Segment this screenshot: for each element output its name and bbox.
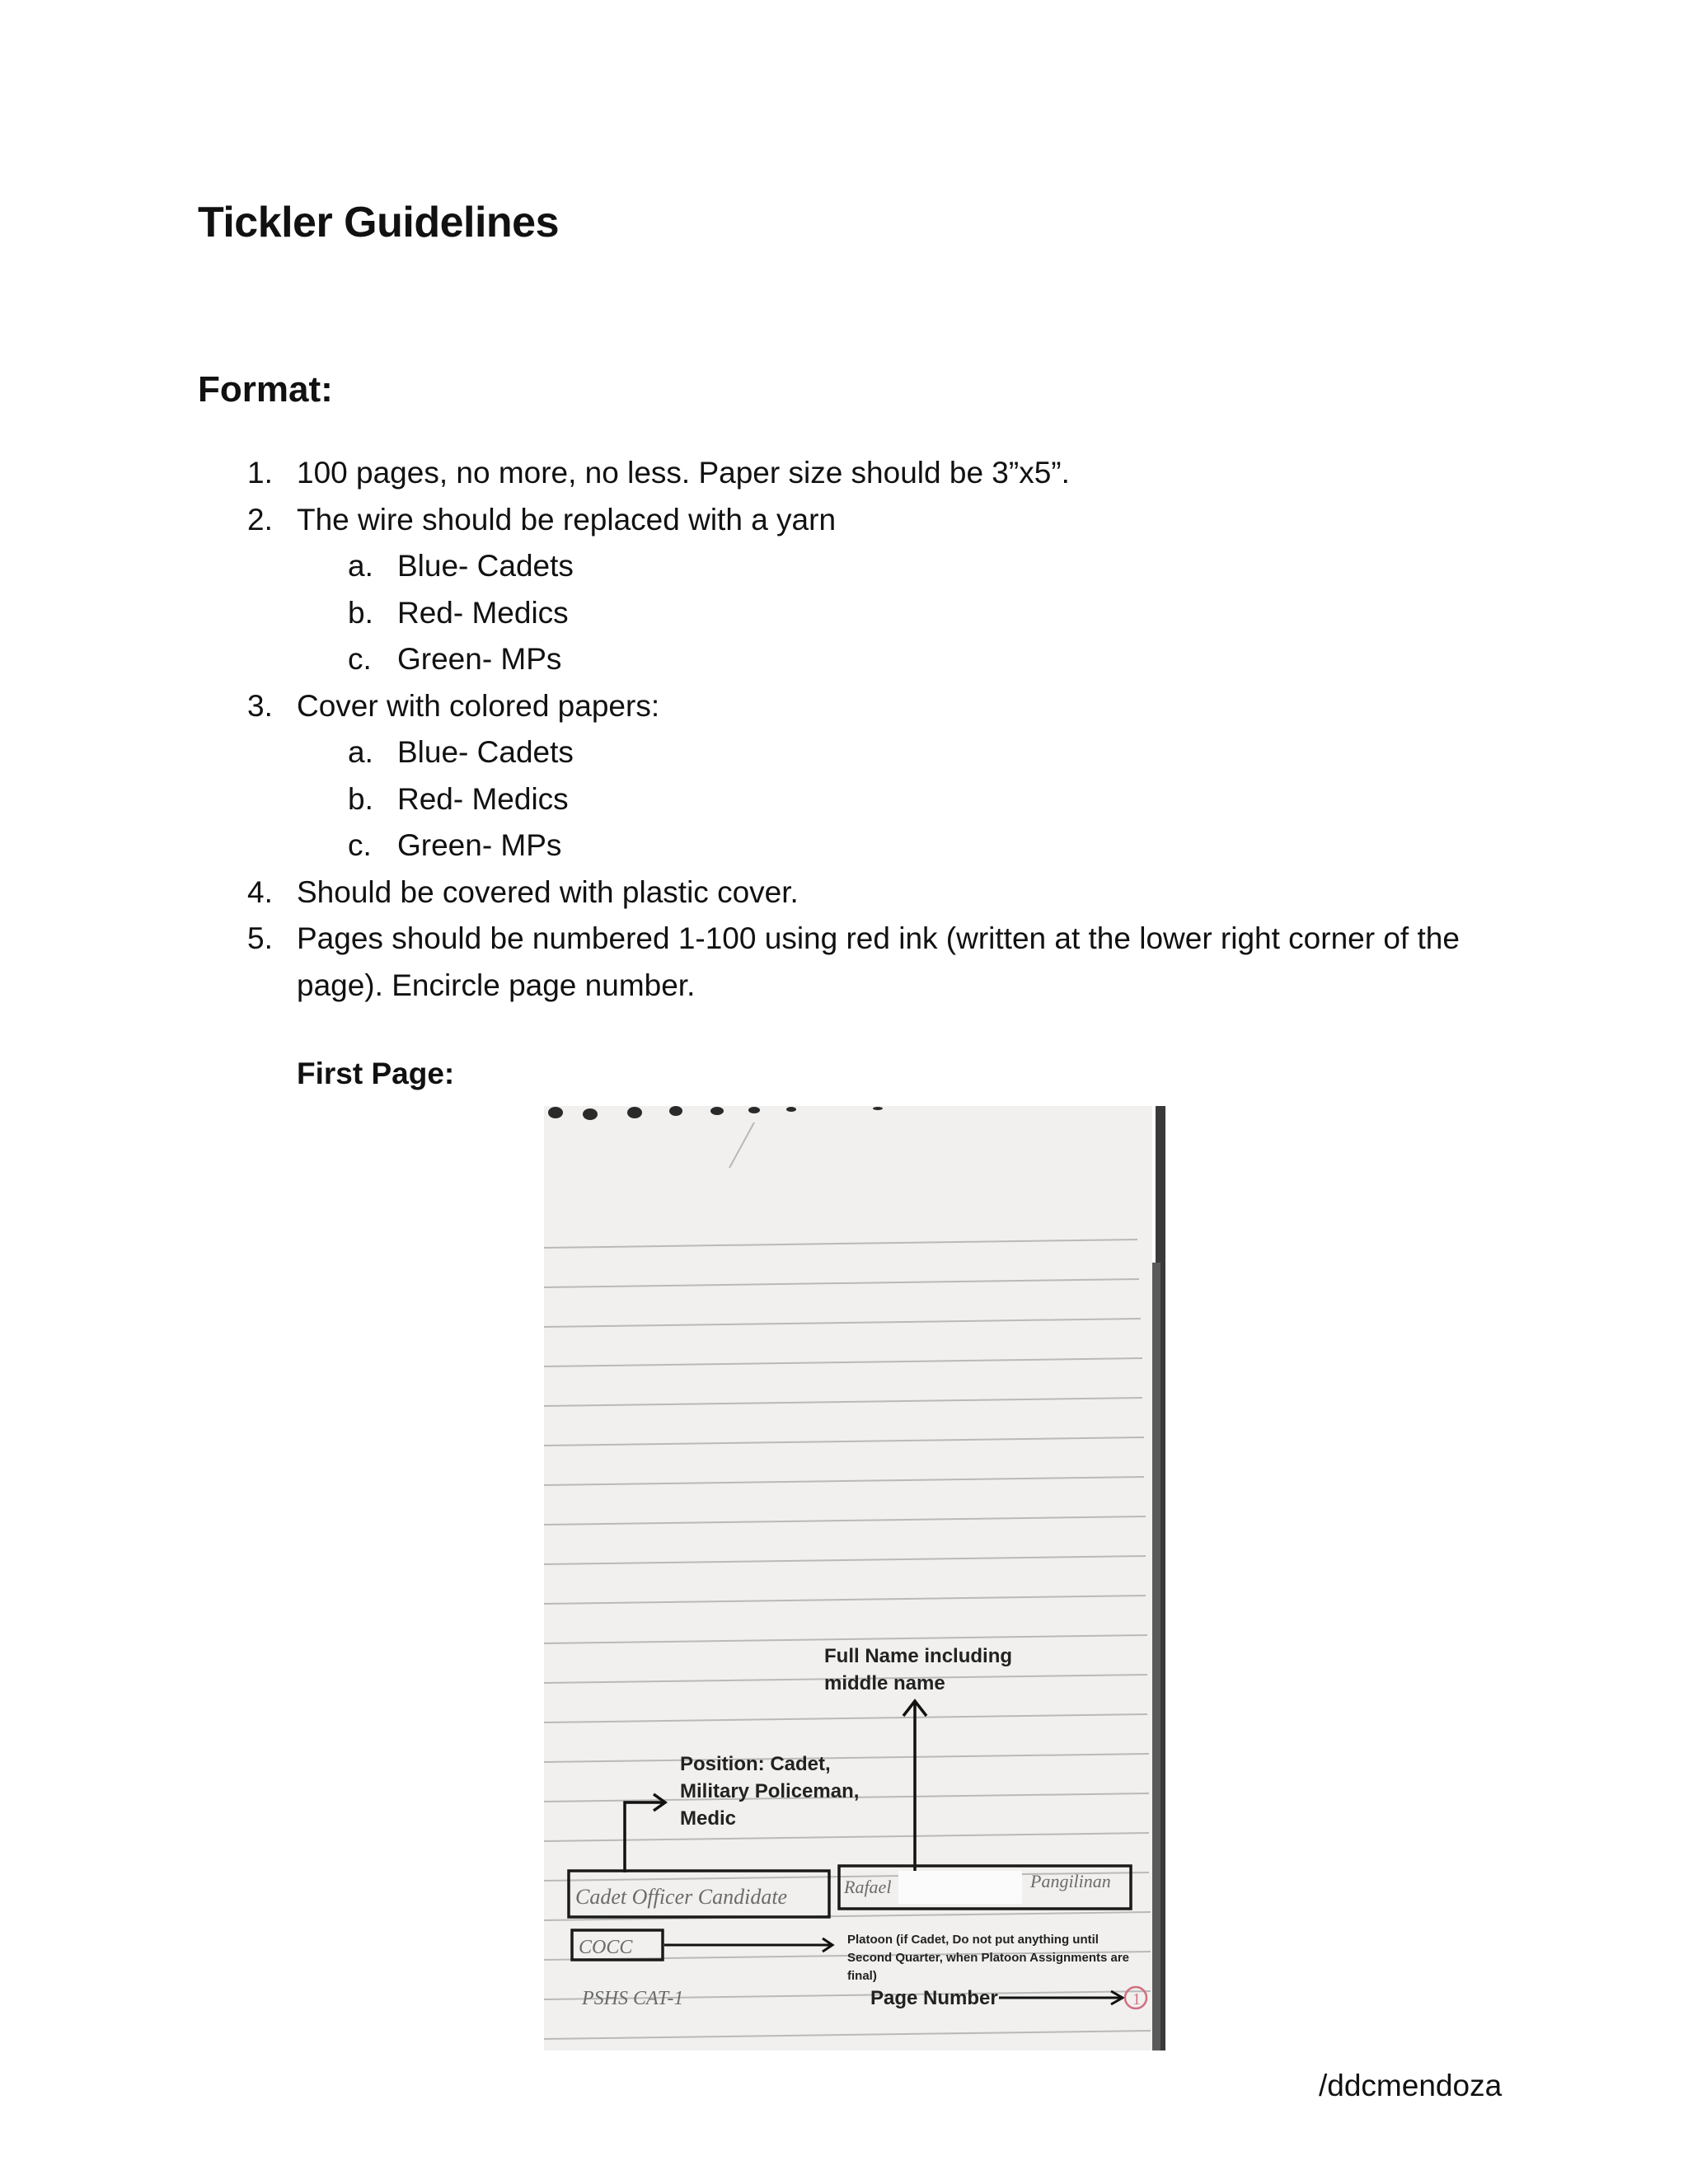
handwritten-name-left: Rafael <box>844 1877 892 1897</box>
list-item <box>198 450 1517 497</box>
author-signature: /ddcmendoza <box>1319 2069 1503 2102</box>
first-page-label: First Page: <box>297 1057 455 1090</box>
sub-item-text: Blue- Cadets <box>397 735 574 769</box>
sub-list-item <box>198 543 1517 590</box>
sub-item-letter: a. <box>348 735 373 769</box>
handwritten-page-number: 1 <box>1132 1990 1141 2008</box>
handwritten-position: Cadet Officer Candidate <box>575 1885 788 1909</box>
list-item <box>198 916 1517 1009</box>
sub-item-text: Blue- Cadets <box>397 549 574 583</box>
format-heading: Format: <box>198 369 333 410</box>
annotation-full-name-line2: middle name <box>824 1672 945 1694</box>
annotation-full-name-line1: Full Name including <box>824 1645 1013 1667</box>
name-redaction <box>898 1871 1022 1904</box>
sub-item-letter: a. <box>348 549 373 583</box>
list-item-text: The wire should be replaced with a yarn <box>297 502 837 537</box>
sub-item-letter: c. <box>348 642 372 676</box>
sub-item-text: Red- Medics <box>397 595 569 630</box>
list-item-number: 5. <box>247 921 273 955</box>
annotation-platoon-line1: Platoon (if Cadet, Do not put anything until <box>847 1933 1099 1947</box>
sub-item-letter: b. <box>348 595 373 630</box>
format-list <box>198 450 1517 1009</box>
sub-item-text: Red- Medics <box>397 781 569 816</box>
sub-item-text: Green- MPs <box>397 828 562 862</box>
list-item-number: 4. <box>247 874 273 909</box>
list-item-text: Should be covered with plastic cover. <box>297 874 799 909</box>
list-item <box>198 497 1517 544</box>
sub-list-item <box>198 729 1517 776</box>
list-item <box>198 683 1517 730</box>
sub-item-text: Green- MPs <box>397 642 562 676</box>
annotation-position-line2: Military Policeman, <box>680 1780 860 1802</box>
sub-list-item <box>198 636 1517 683</box>
list-item-number: 1. <box>247 456 273 490</box>
list-item-number: 3. <box>247 688 273 723</box>
annotation-page-number: Page Number <box>870 1987 998 2009</box>
list-item-text: Cover with colored papers: <box>297 688 660 723</box>
sub-item-letter: c. <box>348 828 372 862</box>
first-page-photo <box>544 1106 1165 2050</box>
annotation-platoon-line3: final) <box>847 1969 877 1983</box>
handwritten-name-right: Pangilinan <box>1030 1871 1111 1891</box>
handwritten-category: PSHS CAT-1 <box>582 1988 684 2009</box>
sub-list-item <box>198 776 1517 823</box>
document-title: Tickler Guidelines <box>198 199 560 246</box>
annotation-position-line3: Medic <box>680 1807 737 1830</box>
list-item-number: 2. <box>247 502 273 537</box>
list-item-text: Pages should be numbered 1-100 using red ink (written at the lower right corner of the page). Encircle page number. <box>297 921 1460 1002</box>
annotation-position-line1: Position: Cadet, <box>680 1753 831 1775</box>
sub-list-item <box>198 590 1517 637</box>
list-item <box>198 869 1517 916</box>
sub-item-letter: b. <box>348 781 373 816</box>
sub-list-item <box>198 823 1517 869</box>
list-item-text: 100 pages, no more, no less. Paper size should be 3”x5”. <box>297 456 1070 490</box>
handwritten-platoon: COCC <box>579 1937 633 1958</box>
annotation-platoon-line2: Second Quarter, when Platoon Assignments are <box>847 1951 1130 1965</box>
